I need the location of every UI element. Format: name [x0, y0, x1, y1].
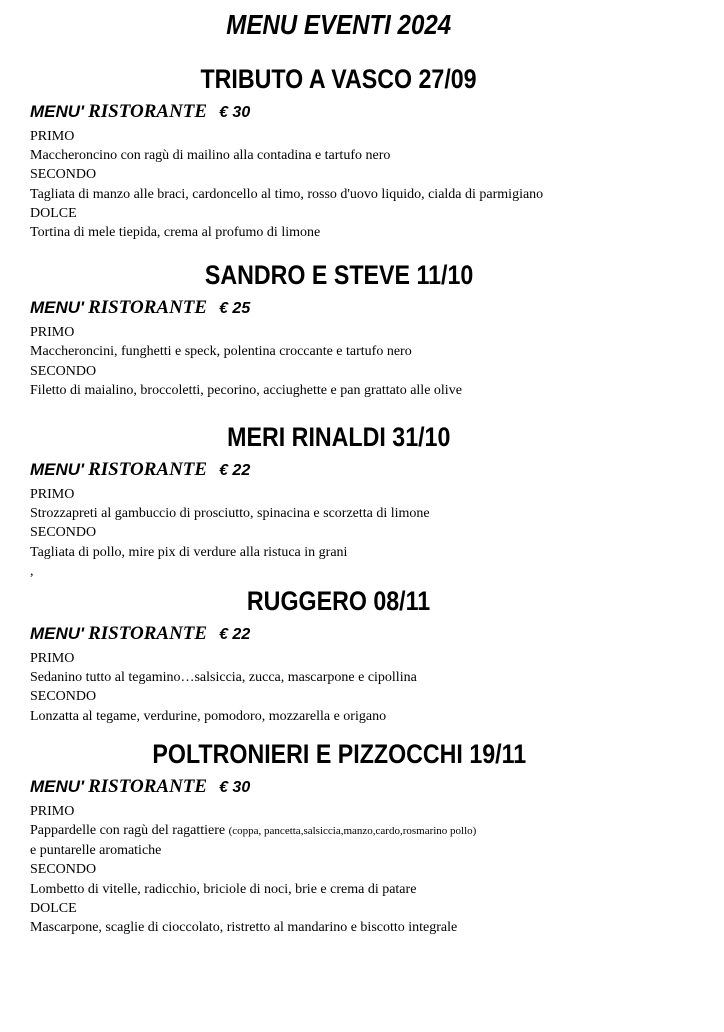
event-section-ruggero — [30, 585, 694, 726]
event-section-meri-rinaldi — [30, 421, 694, 581]
dish-line-continuation: e puntarelle aromatiche — [30, 843, 162, 859]
event-title — [30, 259, 694, 291]
menu-label-word1: MENU' — [30, 624, 85, 644]
course-label: PRIMO — [30, 487, 75, 503]
event-title — [30, 585, 694, 617]
menu-document-page — [0, 8, 724, 1032]
dish-line-main: Pappardelle con ragù del ragattiere — [30, 823, 229, 839]
dish-line — [30, 821, 694, 841]
event-title-text: TRIBUTO A VASCO 27/09 — [200, 64, 478, 94]
menu-label-word2: RISTORANTE — [88, 775, 208, 797]
dish-line: Lonzatta al tegame, verdurine, pomodoro, mozzarella e origano — [30, 708, 387, 724]
event-title-text: SANDRO E STEVE 11/10 — [204, 260, 474, 291]
menu-label-word2: RISTORANTE — [88, 297, 208, 319]
event-title-text: POLTRONIERI E PIZZOCCHI 19/11 — [152, 738, 526, 769]
event-section-sandro-e-steve — [30, 259, 694, 400]
menu-price: € 22 — [219, 626, 251, 644]
page-title-text: MENU EVENTI 2024 — [226, 9, 452, 40]
menu-label-word2: RISTORANTE — [88, 101, 208, 122]
stray-comma-line: , — [30, 563, 34, 579]
course-label: DOLCE — [30, 900, 77, 916]
course-label: PRIMO — [30, 129, 75, 144]
event-title-text: RUGGERO 08/11 — [247, 586, 431, 617]
dish-line: Tagliata di pollo, mire pix di verdure alla ristuca in grani — [30, 544, 348, 560]
event-title — [30, 421, 694, 453]
course-label: SECONDO — [30, 862, 97, 878]
event-section-tributo-a-vasco — [30, 63, 694, 242]
course-label: SECONDO — [30, 167, 97, 183]
menu-price-line — [30, 776, 694, 799]
event-section-poltronieri-e-pizzocchi — [30, 738, 694, 937]
menu-price: € 22 — [219, 462, 251, 480]
menu-price-line — [30, 297, 694, 320]
menu-label-word1: MENU' — [30, 298, 85, 318]
event-title — [30, 738, 694, 770]
dish-line: Filetto di maialino, broccoletti, pecorino, acciughette e pan grattato alle olive — [30, 382, 462, 398]
menu-price: € 25 — [219, 300, 251, 318]
dish-line: Mascarpone, scaglie di cioccolato, ristretto al mandarino e biscotto integrale — [30, 920, 458, 936]
course-label: SECONDO — [30, 363, 97, 379]
menu-price: € 30 — [219, 778, 251, 796]
menu-label-word1: MENU' — [30, 102, 85, 121]
course-label: DOLCE — [30, 205, 77, 221]
dish-line: Tagliata di manzo alle braci, cardoncello al timo, rosso d'uovo liquido, cialda di parmigiano — [30, 186, 544, 202]
course-label: PRIMO — [30, 325, 75, 341]
dish-line: Sedanino tutto al tegamino…salsiccia, zucca, mascarpone e cipollina — [30, 670, 417, 686]
course-label: PRIMO — [30, 651, 75, 667]
dish-line-ingredients-note: (coppa, pancetta,salsiccia,manzo,cardo,rosmarino pollo) — [228, 825, 477, 838]
dish-line: Maccheroncini, funghetti e speck, polentina croccante e tartufo nero — [30, 344, 412, 360]
menu-label-word2: RISTORANTE — [88, 459, 208, 481]
course-label: PRIMO — [30, 803, 75, 819]
menu-label-word2: RISTORANTE — [88, 623, 208, 645]
event-title — [30, 63, 694, 95]
menu-price-line — [30, 101, 694, 124]
course-label: SECONDO — [30, 525, 97, 541]
menu-price: € 30 — [219, 104, 251, 121]
menu-price-line — [30, 459, 694, 482]
menu-price-line — [30, 623, 694, 646]
event-title-text: MERI RINALDI 31/10 — [227, 422, 451, 453]
dish-line: Strozzapreti al gambuccio di prosciutto, spinacina e scorzetta di limone — [30, 506, 430, 522]
dish-line: Lombetto di vitelle, radicchio, briciole di noci, brie e crema di patare — [30, 881, 417, 897]
dish-line: Maccheroncino con ragù di mailino alla contadina e tartufo nero — [30, 148, 391, 164]
menu-label-word1: MENU' — [30, 460, 85, 480]
dish-line: Tortina di mele tiepida, crema al profumo di limone — [30, 225, 321, 241]
menu-label-word1: MENU' — [30, 776, 85, 796]
course-label: SECONDO — [30, 689, 97, 705]
page-title — [30, 8, 694, 42]
